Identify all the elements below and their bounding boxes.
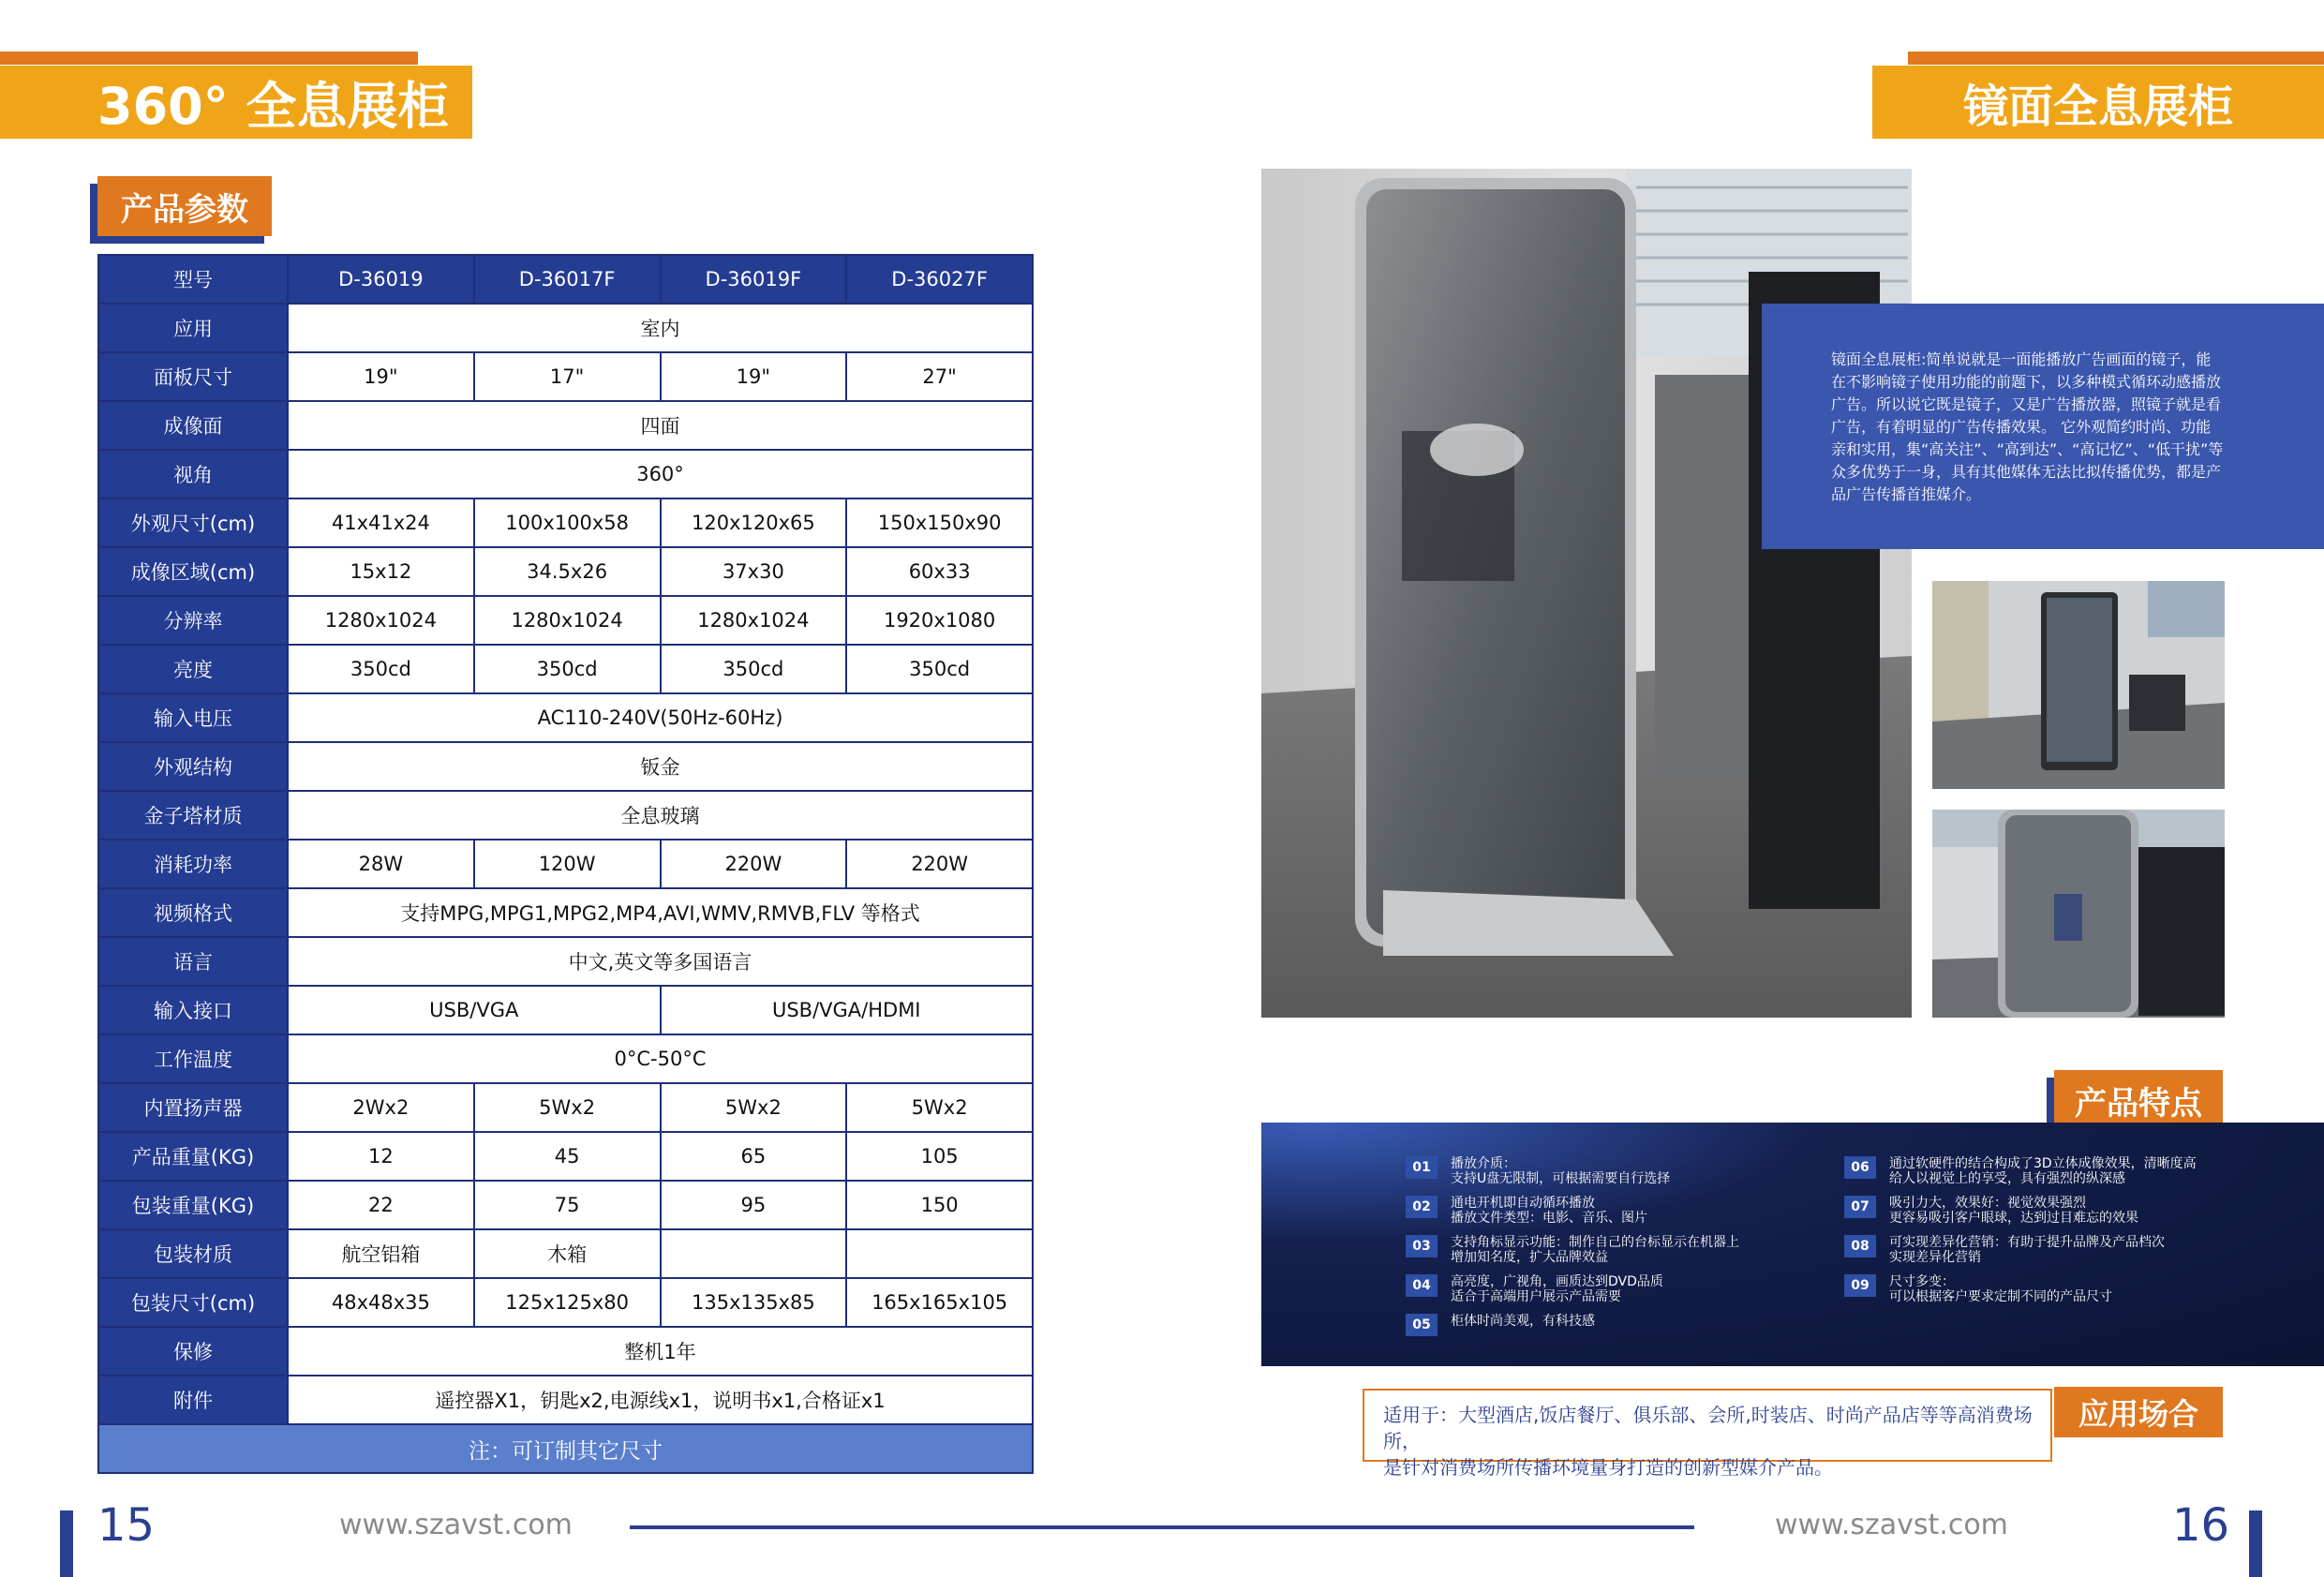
spec-value-cell: 105 — [846, 1132, 1033, 1181]
spec-label-cell: 外观尺寸(cm) — [98, 498, 288, 547]
spec-note-row — [98, 1424, 1033, 1473]
left-page-title: 360° 全息展柜 — [0, 66, 472, 139]
spec-value-cell: 150 — [846, 1181, 1033, 1229]
feature-item — [1406, 1235, 1739, 1265]
spec-value-cell: 350cd — [474, 645, 661, 693]
spec-table-row — [98, 693, 1033, 742]
spec-table-row — [98, 1181, 1033, 1229]
spec-label-cell: 保修 — [98, 1327, 288, 1376]
spec-value-cell: 95 — [661, 1181, 847, 1229]
spec-note: 注：可订制其它尺寸 — [98, 1424, 1033, 1473]
spec-table-row — [98, 498, 1033, 547]
spec-label-cell: 语言 — [98, 937, 288, 986]
spec-label-cell: 附件 — [98, 1376, 288, 1424]
spec-value-cell: 12 — [288, 1132, 474, 1181]
left-footer-url[interactable]: www.szavst.com — [339, 1509, 573, 1541]
spec-table-row — [98, 742, 1033, 791]
spec-value-cell: 支持MPG,MPG1,MPG2,MP4,AVI,WMV,RMVB,FLV 等格式 — [288, 888, 1033, 937]
spec-value-cell: 165x165x105 — [846, 1278, 1033, 1327]
spec-table-row — [98, 547, 1033, 596]
spec-value-cell: 中文,英文等多国语言 — [288, 937, 1033, 986]
spec-value-cell: 75 — [474, 1181, 661, 1229]
mirror-cabinet-photo-2 — [1932, 581, 2225, 789]
feature-text: 尺寸多变： 可以根据客户要求定制不同的产品尺寸 — [1889, 1274, 2112, 1304]
feature-text: 柜体时尚美观，有科技感 — [1451, 1314, 1595, 1329]
spec-table-row — [98, 352, 1033, 401]
spec-table-row — [98, 1278, 1033, 1327]
spec-label-cell: 金子塔材质 — [98, 791, 288, 840]
spec-label-cell: 内置扬声器 — [98, 1083, 288, 1132]
feature-number-badge: 01 — [1406, 1156, 1438, 1179]
spec-label-cell: 视角 — [98, 450, 288, 498]
spec-table-row — [98, 1327, 1033, 1376]
spec-value-cell: 350cd — [288, 645, 474, 693]
spec-label-cell: 应用 — [98, 304, 288, 352]
spec-table — [97, 254, 1034, 1474]
spec-table-row — [98, 840, 1033, 888]
feature-text: 通过软硬件的结合构成了3D立体成像效果，清晰度高 给人以视觉上的享受，具有强烈的纵深感 — [1889, 1156, 2197, 1186]
feature-item — [1844, 1274, 2112, 1304]
feature-text: 可实现差异化营销：有助于提升品牌及产品档次 实现差异化营销 — [1889, 1235, 2165, 1265]
description-panel — [1762, 304, 2324, 549]
spec-value-cell: 350cd — [846, 645, 1033, 693]
spec-value-cell: 1920x1080 — [846, 596, 1033, 645]
spec-label-cell: 亮度 — [98, 645, 288, 693]
spec-value-cell: 19" — [288, 352, 474, 401]
spec-table-row — [98, 596, 1033, 645]
feature-text: 支持角标显示功能：制作自己的台标显示在机器上 增加知名度，扩大品牌效益 — [1451, 1235, 1739, 1265]
spec-value-cell: 1280x1024 — [288, 596, 474, 645]
feature-item — [1406, 1314, 1595, 1336]
feature-text: 通电开机即自动循环播放 播放文件类型：电影、音乐、图片 — [1451, 1196, 1647, 1226]
spec-value-cell — [661, 1229, 847, 1278]
feature-number-badge: 02 — [1406, 1196, 1438, 1218]
spec-value-cell: 48x48x35 — [288, 1278, 474, 1327]
spec-value-cell: 5Wx2 — [474, 1083, 661, 1132]
description-text: 镜面全息展柜:简单说就是一面能播放广告画面的镜子，能在不影响镜子使用功能的前题下，以多种模式循环动感播放广告。所以说它既是镜子，又是广告播放器，照镜子就是看广告，有着明显的广告传播效果。 它外观简约时尚、功能亲和实用，集“高关注”、“高到达”、“高记忆”、“低干扰”等众多优势于一身，具有其他媒体无法比拟传播优势，都是产品广告传播首推媒介。 — [1831, 350, 2224, 503]
spec-value-cell: 27" — [846, 352, 1033, 401]
spec-table-row — [98, 450, 1033, 498]
spec-value-cell: 钣金 — [288, 742, 1033, 791]
spec-value-cell: 125x125x80 — [474, 1278, 661, 1327]
mirror-cabinet-photo-3 — [1932, 810, 2225, 1018]
spec-table-row — [98, 1376, 1033, 1424]
spec-value-cell: 木箱 — [474, 1229, 661, 1278]
spec-value-cell: 37x30 — [661, 547, 847, 596]
spec-value-cell: 0°C-50°C — [288, 1034, 1033, 1083]
spec-table-header-row — [98, 255, 1033, 304]
feature-item — [1406, 1274, 1663, 1304]
application-text: 适用于：大型酒店,饭店餐厅、俱乐部、会所,时装店、时尚产品店等等高消费场所， 是针对消费场所传播环境量身打造的创新型媒介产品。 — [1383, 1404, 2033, 1479]
spec-value-cell: 17" — [474, 352, 661, 401]
feature-text: 播放介质： 支持U盘无限制，可根据需要自行选择 — [1451, 1156, 1671, 1186]
spec-value-cell: 220W — [846, 840, 1033, 888]
spec-table-row — [98, 937, 1033, 986]
spec-value-cell: 34.5x26 — [474, 547, 661, 596]
spec-value-cell: 45 — [474, 1132, 661, 1181]
spec-table-row — [98, 1229, 1033, 1278]
spec-table-row — [98, 304, 1033, 352]
feature-number-badge: 04 — [1406, 1274, 1438, 1297]
features-panel — [1261, 1123, 2324, 1366]
spec-value-cell: 220W — [661, 840, 847, 888]
spec-value-cell: 1280x1024 — [661, 596, 847, 645]
right-page-title: 镜面全息展柜 — [1872, 66, 2324, 139]
spec-value-cell: 350cd — [661, 645, 847, 693]
spec-value-cell: D-36019 — [288, 255, 474, 304]
feature-item — [1844, 1235, 2165, 1265]
spec-table-row — [98, 1034, 1033, 1083]
feature-number-badge: 06 — [1844, 1156, 1876, 1179]
spec-table-row — [98, 1132, 1033, 1181]
spec-table-row — [98, 986, 1033, 1034]
feature-item — [1406, 1196, 1647, 1226]
spec-value-cell: USB/VGA/HDMI — [661, 986, 1034, 1034]
spec-label-cell: 工作温度 — [98, 1034, 288, 1083]
right-page-number: 16 — [2172, 1499, 2230, 1552]
left-page-number: 15 — [97, 1499, 156, 1552]
feature-number-badge: 05 — [1406, 1314, 1438, 1336]
spec-value-cell: 60x33 — [846, 547, 1033, 596]
spec-value-cell: 5Wx2 — [661, 1083, 847, 1132]
spec-value-cell: AC110-240V(50Hz-60Hz) — [288, 693, 1033, 742]
mirror-cabinet-main-photo — [1261, 169, 1912, 1018]
spec-label-cell: 型号 — [98, 255, 288, 304]
spec-value-cell: 65 — [661, 1132, 847, 1181]
spec-value-cell: 航空铝箱 — [288, 1229, 474, 1278]
spec-value-cell: 150x150x90 — [846, 498, 1033, 547]
spec-label-cell: 消耗功率 — [98, 840, 288, 888]
feature-item — [1844, 1196, 2138, 1226]
right-header-accent-bar — [1908, 52, 2324, 65]
feature-item — [1406, 1156, 1670, 1186]
spec-label-cell: 成像面 — [98, 401, 288, 450]
spec-label-cell: 外观结构 — [98, 742, 288, 791]
spec-value-cell: 遥控器X1，钥匙x2,电源线x1，说明书x1,合格证x1 — [288, 1376, 1033, 1424]
spec-value-cell: D-36019F — [661, 255, 847, 304]
spec-label-cell: 分辨率 — [98, 596, 288, 645]
spec-value-cell: 120x120x65 — [661, 498, 847, 547]
spec-value-cell: 四面 — [288, 401, 1033, 450]
right-footer-url[interactable]: www.szavst.com — [1775, 1509, 2008, 1541]
spec-value-cell: 28W — [288, 840, 474, 888]
spec-value-cell: 15x12 — [288, 547, 474, 596]
spec-value-cell: 5Wx2 — [846, 1083, 1033, 1132]
spec-value-cell: 120W — [474, 840, 661, 888]
spec-value-cell: 全息玻璃 — [288, 791, 1033, 840]
application-heading: 应用场合 — [2054, 1387, 2223, 1437]
spec-table-row — [98, 1083, 1033, 1132]
spec-label-cell: 输入接口 — [98, 986, 288, 1034]
feature-number-badge: 08 — [1844, 1235, 1876, 1257]
spec-value-cell: 135x135x85 — [661, 1278, 847, 1327]
spec-label-cell: 视频格式 — [98, 888, 288, 937]
application-text-box — [1363, 1389, 2052, 1479]
spec-value-cell: 22 — [288, 1181, 474, 1229]
spec-label-cell: 包装材质 — [98, 1229, 288, 1278]
spec-value-cell: 1280x1024 — [474, 596, 661, 645]
spec-table-row — [98, 791, 1033, 840]
spec-value-cell: 360° — [288, 450, 1033, 498]
spec-value-cell: D-36017F — [474, 255, 661, 304]
feature-number-badge: 07 — [1844, 1196, 1876, 1218]
feature-number-badge: 09 — [1844, 1274, 1876, 1297]
spec-table-row — [98, 888, 1033, 937]
left-footer-bar — [60, 1510, 73, 1577]
feature-item — [1844, 1156, 2197, 1186]
product-params-heading: 产品参数 — [97, 176, 272, 236]
footer-divider — [630, 1525, 1694, 1529]
spec-value-cell — [846, 1229, 1033, 1278]
feature-text: 高亮度，广视角，画质达到DVD品质 适合于高端用户展示产品需要 — [1451, 1274, 1663, 1304]
spec-table-row — [98, 645, 1033, 693]
spec-label-cell: 产品重量(KG) — [98, 1132, 288, 1181]
spec-value-cell: 19" — [661, 352, 847, 401]
right-footer-bar — [2249, 1510, 2262, 1577]
spec-value-cell: 2Wx2 — [288, 1083, 474, 1132]
spec-value-cell: USB/VGA — [288, 986, 661, 1034]
spec-label-cell: 包装重量(KG) — [98, 1181, 288, 1229]
spec-label-cell: 输入电压 — [98, 693, 288, 742]
spec-value-cell: 整机1年 — [288, 1327, 1033, 1376]
left-header-accent-bar — [0, 52, 418, 65]
spec-label-cell: 成像区域(cm) — [98, 547, 288, 596]
spec-value-cell: 室内 — [288, 304, 1033, 352]
spec-value-cell: 100x100x58 — [474, 498, 661, 547]
features-heading: 产品特点 — [2054, 1070, 2223, 1130]
spec-value-cell: 41x41x24 — [288, 498, 474, 547]
spec-label-cell: 面板尺寸 — [98, 352, 288, 401]
spec-label-cell: 包装尺寸(cm) — [98, 1278, 288, 1327]
feature-number-badge: 03 — [1406, 1235, 1438, 1257]
spec-table-row — [98, 401, 1033, 450]
spec-value-cell: D-36027F — [846, 255, 1033, 304]
feature-text: 吸引力大，效果好：视觉效果强烈 更容易吸引客户眼球，达到过目难忘的效果 — [1889, 1196, 2138, 1226]
